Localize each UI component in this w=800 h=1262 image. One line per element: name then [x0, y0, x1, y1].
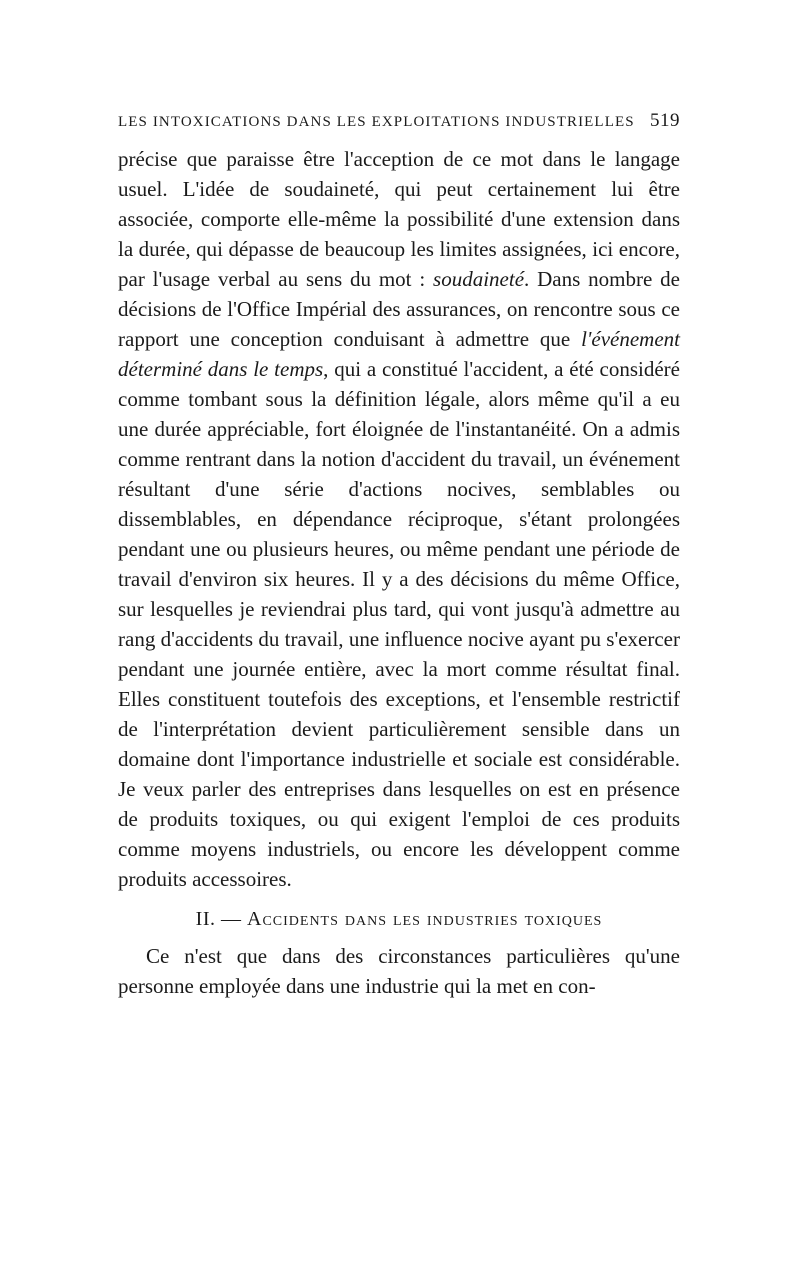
paragraph-text: précise que paraisse être l'acception de ce mot dans le langage usuel. L'idée de soudaineté, qui peut certainement lui être associée, comporte elle-même la possibilité d'une extension dans la durée, qui dépasse de beaucoup les limites assignées, ici encore, par l'usage verbal au sens du mot : — [118, 147, 680, 291]
italic-term: l'événement déterminé dans le temps — [118, 327, 680, 381]
book-page — [118, 110, 680, 1001]
italic-term: soudaineté — [433, 267, 525, 291]
section-numeral: II. — — [195, 908, 242, 930]
section-title: Accidents dans les industries toxiques — [247, 908, 603, 930]
running-head — [118, 110, 680, 132]
paragraph-text: , qui a constitué l'accident, a été considéré comme tombant sous la définition légale, alors même qu'il a eu une durée appréciable, fort éloignée de l'instantanéité. On a admis comme rentrant dans la notion d'accident du travail, un événement résultant d'une série d'actions nocives, semblables ou dissemblables, en dépendance réciproque, s'étant prolongées pendant une ou plusieurs heures, ou même pendant une période de travail d'environ six heures. Il y a des décisions du même Office, sur lesquelles je reviendrai plus tard, qui vont jusqu'à admettre au rang d'accidents du travail, une influence nocive ayant pu s'exercer pendant une journée entière, avec la mort comme résultat final. Elles constituent toutefois des exceptions, et l'ensemble restrictif de l'interprétation devient particulièrement sensible dans un domaine dont l'importance industrielle et sociale est considérable. Je veux parler des entreprises dans lesquelles on est en présence de produits toxiques, ou qui exigent l'emploi de ces produits comme moyens industriels, ou encore les développent comme produits accessoires. — [118, 357, 680, 891]
body-paragraph — [118, 144, 680, 894]
running-head-title: LES INTOXICATIONS DANS LES EXPLOITATIONS INDUSTRIELLES — [118, 114, 635, 130]
page-number: 519 — [650, 110, 680, 131]
paragraph-text: Ce n'est que dans des circonstances particulières qu'une personne employée dans une industrie qui la met en con- — [118, 944, 680, 998]
section-heading — [118, 908, 680, 931]
paragraph-text: . Dans nombre de décisions de l'Office Impérial des assurances, on rencontre sous ce rapport une conception conduisant à admettre que — [118, 267, 680, 351]
body-paragraph — [118, 941, 680, 1001]
